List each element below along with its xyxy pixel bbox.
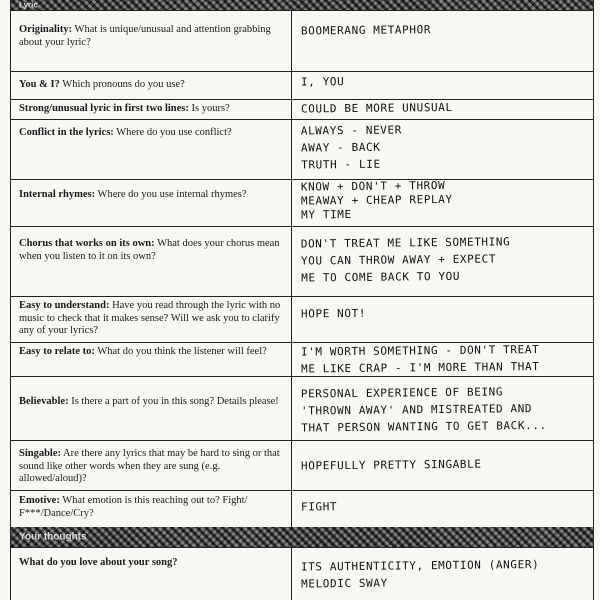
question-relate: Easy to relate to: What do you think the listener will feel? — [19, 346, 267, 357]
row-understand — [11, 296, 593, 343]
answer-originality: BOOMERANG METAPHOR — [300, 23, 432, 38]
answer-pronouns: I, YOU — [300, 75, 345, 89]
question-pronouns: You & I? Which pronouns do you use? — [19, 79, 185, 90]
row-conflict — [11, 119, 593, 180]
answer-internal-rhymes: KNOW + DON'T + THROW MEAWAY + CHEAP REPLAY MY TIME — [300, 178, 453, 222]
row-believable — [11, 376, 593, 441]
answer-believable: PERSONAL EXPERIENCE OF BEING 'THROWN AWAY' AND MISTREATED AND THAT PERSON WANTING TO GET BACK... — [300, 385, 547, 435]
row-relate — [11, 342, 593, 377]
answer-first-lines: COULD BE MORE UNUSUAL — [300, 100, 453, 116]
question-originality: Originality: What is unique/unusual and attention grabbing about your lyric? — [19, 24, 271, 48]
question-internal-rhymes: Internal rhymes: Where do you use internal rhymes? — [19, 189, 247, 200]
question-love: What do you love about your song? — [19, 557, 178, 568]
section-label: Your thoughts — [19, 531, 87, 543]
question-emotive: Emotive: What emotion is this reaching out to? Fight/ F***/Dance/Cry? — [19, 495, 248, 519]
row-singable — [11, 440, 593, 491]
row-first-lines — [11, 99, 593, 120]
row-emotive — [11, 490, 593, 528]
question-believable: Believable: Is there a part of you in this song? Details please! — [19, 396, 279, 407]
answer-chorus: DON'T TREAT ME LIKE SOMETHING YOU CAN THROW AWAY + EXPECT ME TO COME BACK TO YOU — [300, 235, 511, 285]
question-first-lines: Strong/unusual lyric in first two lines: Is yours? — [19, 103, 230, 114]
answer-understand: HOPE NOT! — [300, 306, 367, 321]
row-love — [11, 547, 593, 600]
question-understand: Easy to understand: Have you read through the lyric with no music to check that it makes sense? Will we ask you to clarify any of your lyrics? — [19, 300, 281, 336]
row-originality — [11, 10, 593, 72]
question-conflict: Conflict in the lyrics: Where do you use conflict? — [19, 127, 232, 138]
answer-singable: HOPEFULLY PRETTY SINGABLE — [300, 457, 482, 473]
row-pronouns — [11, 71, 593, 100]
row-chorus — [11, 226, 593, 297]
section-header-thoughts — [11, 527, 593, 548]
answer-relate: I'M WORTH SOMETHING - DON'T TREAT ME LIKE CRAP - I'M MORE THAN THAT — [300, 343, 540, 376]
answer-emotive: FIGHT — [300, 500, 338, 514]
section-label: Lyric — [19, 0, 38, 10]
worksheet — [10, 0, 594, 600]
row-internal-rhymes — [11, 179, 593, 227]
question-chorus: Chorus that works on its own: What does your chorus mean when you listen to it on its own? — [19, 238, 280, 262]
question-singable: Singable: Are there any lyrics that may be hard to sing or that sound like other words when they are sung (e.g. allowed/aloud)? — [19, 448, 280, 484]
answer-conflict: ALWAYS - NEVER AWAY - BACK TRUTH - LIE — [300, 123, 403, 172]
answer-love: ITS AUTHENTICITY, EMOTION (ANGER) MELODIC SWAY — [300, 558, 540, 591]
